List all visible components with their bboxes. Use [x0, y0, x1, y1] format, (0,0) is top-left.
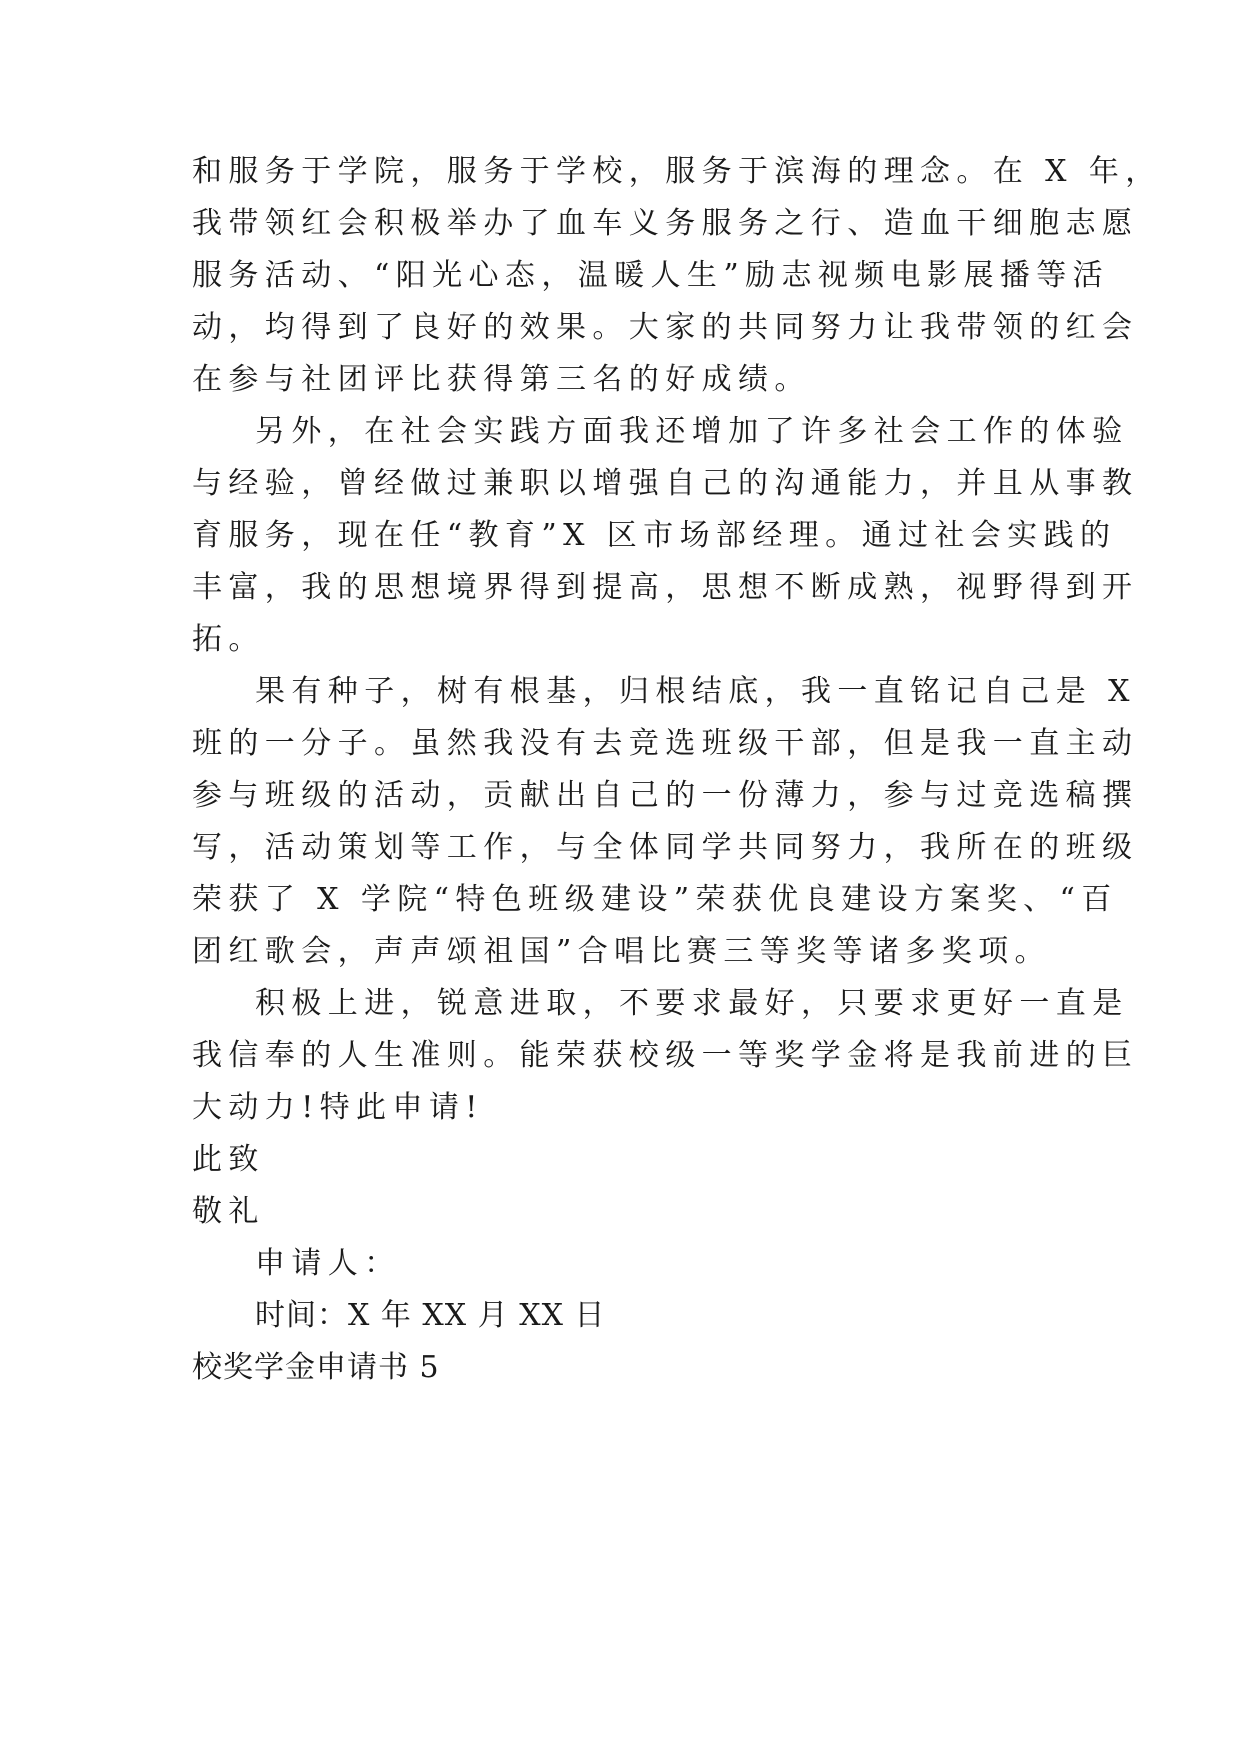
- text-line: 写，活动策划等工作，与全体同学共同努力，我所在的班级: [192, 830, 1139, 865]
- text-line: 动，均得到了良好的效果。大家的共同努力让我带领的红会: [192, 310, 1139, 345]
- text-line: 我信奉的人生准则。能荣获校级一等奖学金将是我前进的巨: [192, 1038, 1139, 1073]
- text-line: 积极上进，锐意进取，不要求最好，只要求更好一直是: [255, 986, 1129, 1021]
- text-line: 与经验，曾经做过兼职以增强自己的沟通能力，并且从事教: [192, 466, 1139, 501]
- applicant-label: 申请人：: [255, 1246, 401, 1281]
- text-line: 服务活动、“阳光心态，温暖人生”励志视频电影展播等活: [192, 258, 1110, 293]
- text-line: 我带领红会积极举办了血车义务服务之行、造血干细胞志愿: [192, 206, 1139, 241]
- date-label: 时间：X 年 XX 月 XX 日: [255, 1298, 606, 1333]
- text-line: 另外，在社会实践方面我还增加了许多社会工作的体验: [255, 414, 1129, 449]
- text-line: 和服务于学院，服务于学校，服务于滨海的理念。在 X 年，: [192, 154, 1162, 189]
- text-line: 育服务，现在任“教育”X 区市场部经理。通过社会实践的: [192, 518, 1117, 553]
- closing-regards: 敬礼: [192, 1194, 265, 1229]
- text-line: 参与班级的活动，贡献出自己的一份薄力，参与过竞选稿撰: [192, 778, 1139, 813]
- text-line: 班的一分子。虽然我没有去竞选班级干部，但是我一直主动: [192, 726, 1139, 761]
- closing-salutation: 此致: [192, 1142, 265, 1177]
- text-line: 在参与社团评比获得第三名的好成绩。: [192, 362, 811, 397]
- text-line: 果有种子，树有根基，归根结底，我一直铭记自己是 X: [255, 674, 1136, 709]
- next-section-title: 校奖学金申请书 5: [192, 1350, 440, 1385]
- text-line: 荣获了 X 学院“特色班级建设”荣获优良建设方案奖、“百: [192, 882, 1118, 917]
- text-line: 大动力!特此申请!: [192, 1090, 484, 1125]
- text-line: 拓。: [192, 622, 265, 657]
- text-line: 丰富，我的思想境界得到提高，思想不断成熟，视野得到开: [192, 570, 1139, 605]
- text-line: 团红歌会，声声颂祖国”合唱比赛三等奖等诸多奖项。: [192, 934, 1051, 969]
